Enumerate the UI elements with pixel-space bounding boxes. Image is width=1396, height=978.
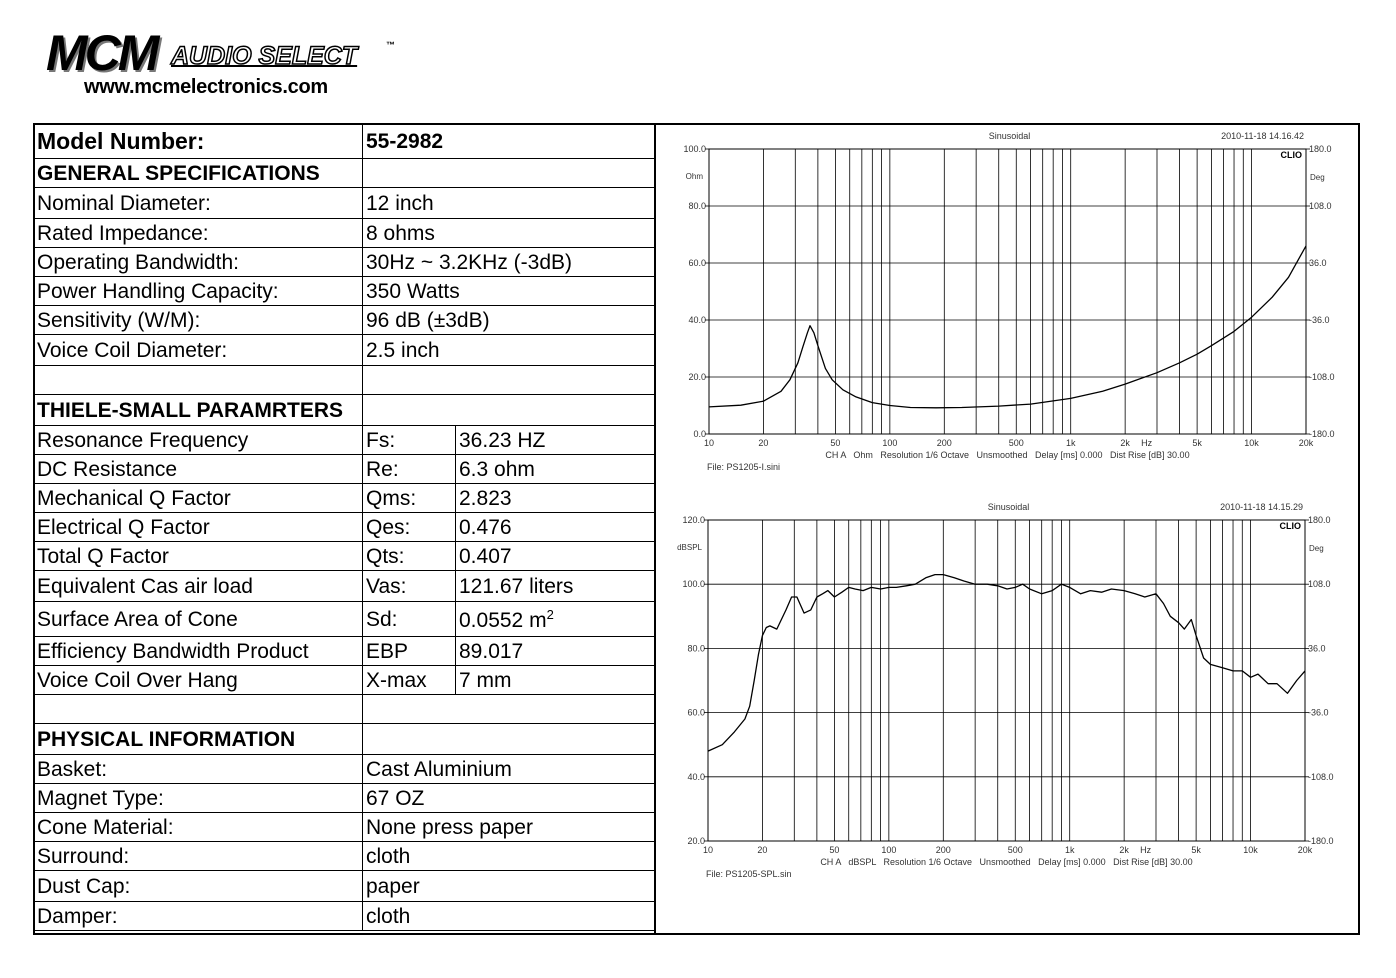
- y-right-tick-label: -108.0: [1308, 771, 1334, 782]
- x-tick-label: 5k: [1191, 845, 1201, 855]
- x-tick-label: 1k: [1064, 845, 1075, 855]
- model-number-label: Model Number:: [34, 124, 363, 159]
- y-tick-label: 100.0: [682, 579, 705, 590]
- physical-information-heading: PHYSICAL INFORMATION: [34, 724, 363, 755]
- spec-label: Voice Coil Diameter:: [34, 335, 363, 366]
- chart-file-name: File: PS1205-I.sini: [707, 462, 781, 472]
- spec-value: 12 inch: [363, 188, 656, 219]
- x-tick-label: 1k: [1065, 438, 1076, 448]
- y-right-axis-label: Deg: [1309, 544, 1324, 553]
- x-tick-label: 20k: [1298, 438, 1314, 448]
- superscript: 2: [546, 606, 554, 622]
- general-specifications-heading: GENERAL SPECIFICATIONS: [34, 159, 363, 188]
- y-tick-label: 0.0: [693, 429, 706, 439]
- y-tick-label: 100.0: [683, 144, 706, 154]
- ts-label: Voice Coil Over Hang: [34, 666, 363, 695]
- ts-label: Resonance Frequency: [34, 426, 363, 455]
- chart-timestamp: 2010-11-18 14.15.29: [1220, 502, 1303, 512]
- series-line: [708, 575, 1305, 752]
- ts-value: 121.67 liters: [456, 571, 656, 602]
- y-right-tick-label: 108.0: [1309, 201, 1332, 211]
- ts-value: 89.017: [456, 637, 656, 666]
- impedance-chart: [660, 125, 1350, 473]
- chart-title: Sinusoidal: [987, 502, 1030, 512]
- brand-logo: [46, 20, 466, 100]
- chart-file-name: File: PS1205-SPL.sin: [706, 869, 792, 879]
- x-tick-label: 200: [936, 438, 952, 448]
- plot-frame: [709, 149, 1306, 434]
- y-right-tick-label: -180.0: [1309, 429, 1335, 439]
- phys-value: cloth: [363, 842, 656, 871]
- y-tick-label: 80.0: [688, 201, 706, 211]
- column-divider: [654, 123, 656, 935]
- y-tick-label: 80.0: [687, 643, 705, 654]
- ts-symbol: Fs:: [363, 426, 456, 455]
- ts-label: Total Q Factor: [34, 542, 363, 571]
- x-tick-label: 100: [881, 845, 897, 855]
- phys-value: 67 OZ: [363, 784, 656, 813]
- phys-label: Dust Cap:: [34, 871, 363, 902]
- spec-label: Rated Impedance:: [34, 219, 363, 248]
- ts-label: Electrical Q Factor: [34, 513, 363, 542]
- ts-symbol: Qes:: [363, 513, 456, 542]
- phys-value: Cast Aluminium: [363, 755, 656, 784]
- x-tick-label: 20: [757, 845, 768, 855]
- ts-value: 0.407: [456, 542, 656, 571]
- chart-title: Sinusoidal: [988, 131, 1031, 141]
- y-right-tick-label: 36.0: [1309, 258, 1327, 268]
- x-tick-label: 50: [829, 845, 840, 855]
- website-url[interactable]: www.mcmelectronics.com: [84, 76, 328, 98]
- thiele-small-heading: THIELE-SMALL PARAMRTERS: [34, 395, 363, 426]
- phys-value: cloth: [363, 902, 656, 931]
- phys-label: Damper:: [34, 902, 363, 931]
- x-axis-label: Hz: [1141, 438, 1153, 448]
- spl-response-chart: [660, 493, 1350, 879]
- y-right-tick-label: -108.0: [1309, 372, 1335, 382]
- phys-label: Surround:: [34, 842, 363, 871]
- spec-label: Operating Bandwidth:: [34, 248, 363, 277]
- x-tick-label: 500: [1007, 845, 1023, 855]
- y-right-tick-label: 36.0: [1308, 643, 1326, 654]
- y-tick-label: 120.0: [682, 515, 705, 525]
- y-axis-label: Ohm: [685, 172, 703, 181]
- spec-value: 2.5 inch: [363, 335, 656, 366]
- y-tick-label: 60.0: [687, 707, 705, 718]
- empty-cell: [34, 366, 363, 395]
- phys-label: Cone Material:: [34, 813, 363, 842]
- spec-value: 96 dB (±3dB): [363, 306, 656, 335]
- x-tick-label: 500: [1008, 438, 1024, 448]
- phys-value: None press paper: [363, 813, 656, 842]
- logo-audio-select-text: AUDIO SELECT: [171, 42, 358, 70]
- spec-label: Sensitivity (W/M):: [34, 306, 363, 335]
- empty-cell: [34, 695, 363, 724]
- clio-brand-label: CLIO: [1280, 150, 1302, 160]
- clio-brand-label: CLIO: [1279, 521, 1301, 531]
- spec-table: [33, 123, 656, 931]
- y-tick-label: 40.0: [688, 315, 706, 325]
- ts-symbol: Vas:: [363, 571, 456, 602]
- empty-cell: [363, 724, 656, 755]
- logo-trademark: ™: [386, 40, 395, 50]
- spec-value: 30Hz ~ 3.2KHz (-3dB): [363, 248, 656, 277]
- x-tick-label: 5k: [1192, 438, 1202, 448]
- ts-symbol: Re:: [363, 455, 456, 484]
- x-tick-label: 100: [882, 438, 898, 448]
- x-tick-label: 200: [935, 845, 951, 855]
- y-right-tick-label: -180.0: [1308, 836, 1334, 846]
- y-right-tick-label: 180.0: [1308, 515, 1331, 525]
- phys-value: paper: [363, 871, 656, 902]
- ts-symbol: Qms:: [363, 484, 456, 513]
- y-tick-label: 20.0: [688, 372, 706, 382]
- ts-symbol: Sd:: [363, 602, 456, 637]
- ts-label: Equivalent Cas air load: [34, 571, 363, 602]
- ts-symbol: X-max: [363, 666, 456, 695]
- ts-label: Efficiency Bandwidth Product: [34, 637, 363, 666]
- ts-label: Mechanical Q Factor: [34, 484, 363, 513]
- ts-value: [456, 602, 656, 637]
- ts-value: 36.23 HZ: [456, 426, 656, 455]
- chart-timestamp: 2010-11-18 14.16.42: [1221, 131, 1304, 141]
- x-tick-label: 2k: [1119, 845, 1129, 855]
- empty-cell: [363, 395, 656, 426]
- model-number-value: 55-2982: [363, 124, 656, 159]
- logo-mcm-text: MCM: [46, 25, 157, 81]
- y-axis-label: dBSPL: [677, 543, 702, 552]
- phys-label: Basket:: [34, 755, 363, 784]
- plot-frame: [708, 520, 1305, 841]
- y-right-tick-label: -36.0: [1309, 315, 1330, 325]
- x-tick-label: 10k: [1243, 845, 1258, 855]
- y-tick-label: 60.0: [688, 258, 706, 268]
- ts-symbol: EBP: [363, 637, 456, 666]
- spec-label: Nominal Diameter:: [34, 188, 363, 219]
- y-right-axis-label: Deg: [1310, 173, 1325, 182]
- x-tick-label: 20: [758, 438, 769, 448]
- series-line: [709, 246, 1306, 408]
- x-tick-label: 10: [703, 438, 715, 448]
- x-tick-label: 50: [830, 438, 841, 448]
- spec-value: 350 Watts: [363, 277, 656, 306]
- x-tick-label: 10: [702, 845, 714, 855]
- y-tick-label: 40.0: [687, 771, 705, 782]
- spec-value: 8 ohms: [363, 219, 656, 248]
- spec-label: Power Handling Capacity:: [34, 277, 363, 306]
- y-right-tick-label: 180.0: [1309, 144, 1332, 154]
- x-axis-label: Hz: [1140, 845, 1152, 855]
- x-tick-label: 20k: [1297, 845, 1313, 855]
- x-tick-label: 10k: [1244, 438, 1259, 448]
- phys-label: Magnet Type:: [34, 784, 363, 813]
- y-right-tick-label: 108.0: [1308, 579, 1331, 590]
- ts-value-text: 0.0552 m: [459, 608, 547, 632]
- ts-value: 2.823: [456, 484, 656, 513]
- ts-symbol: Qts:: [363, 542, 456, 571]
- empty-cell: [363, 159, 656, 188]
- chart-footer: CH A Ohm Resolution 1/6 Octave Unsmoothed Delay [ms] 0.000 Dist Rise [dB] 30.00: [825, 450, 1190, 460]
- empty-cell: [363, 695, 656, 724]
- chart-footer: CH A dBSPL Resolution 1/6 Octave Unsmoothed Delay [ms] 0.000 Dist Rise [dB] 30.00: [820, 857, 1193, 867]
- empty-cell: [363, 366, 656, 395]
- ts-value: 0.476: [456, 513, 656, 542]
- x-tick-label: 2k: [1120, 438, 1130, 448]
- y-tick-label: 20.0: [687, 836, 705, 846]
- ts-value: 7 mm: [456, 666, 656, 695]
- ts-label: Surface Area of Cone: [34, 602, 363, 637]
- ts-value: 6.3 ohm: [456, 455, 656, 484]
- y-right-tick-label: -36.0: [1308, 707, 1329, 718]
- ts-label: DC Resistance: [34, 455, 363, 484]
